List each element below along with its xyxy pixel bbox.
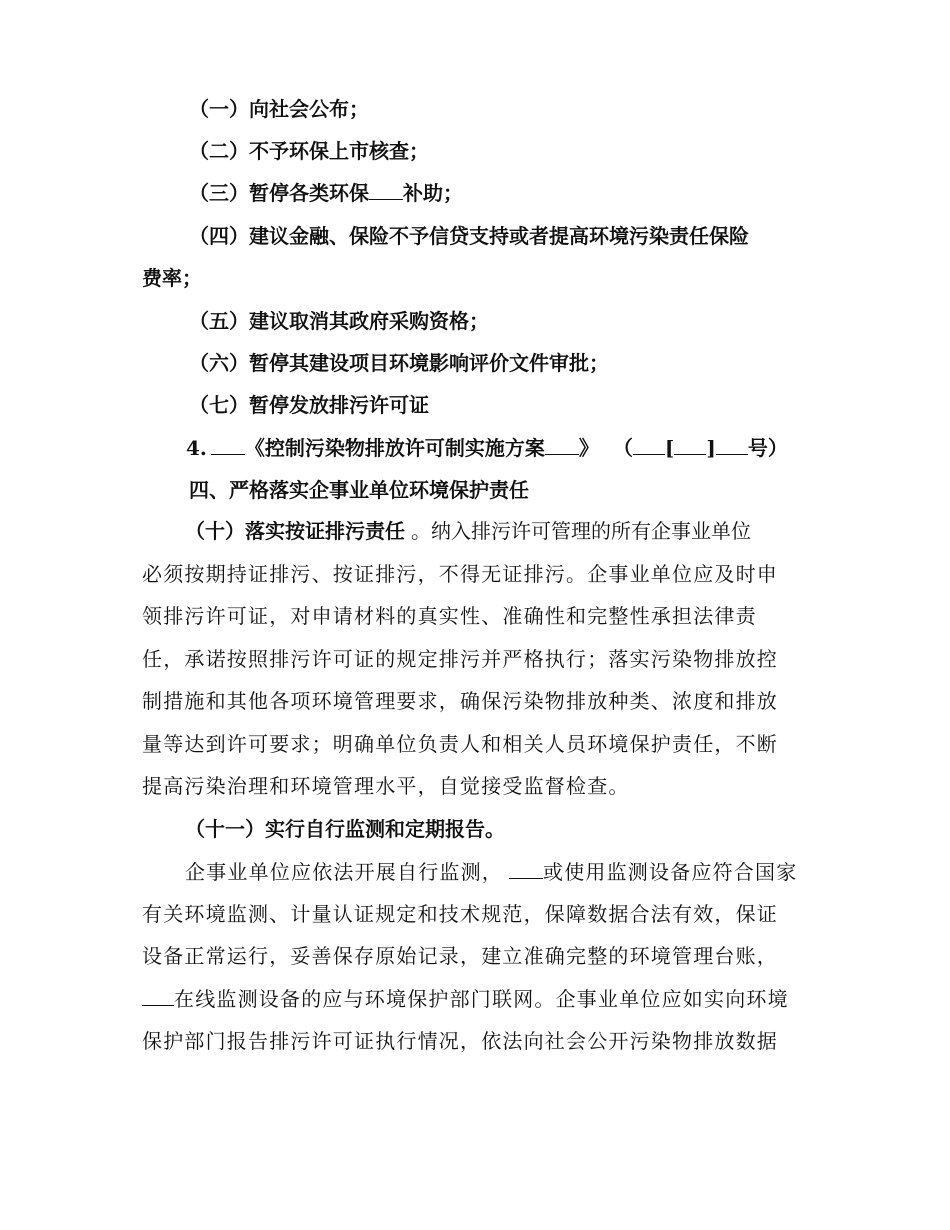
fill-blank <box>674 453 706 455</box>
item-4-title: 4. 《控制污染物排放许可制实施方案 》 （ [ ] 号） <box>186 436 788 460</box>
list-item-4: （四）建议金融、保险不予信贷支持或者提高环境污染责任保险 <box>189 224 749 248</box>
list-item-5: （五）建议取消其政府采购资格； <box>189 309 489 333</box>
section-heading: 四、严格落实企事业单位环境保护责任 <box>189 478 529 502</box>
list-item-3: （三）暂停各类环保 补助； <box>189 181 463 205</box>
para-11-line-3: 设备正常运行，妥善保存原始记录，建立准确完整的环境管理台账， <box>142 944 778 968</box>
para-10-line-4: 任，承诺按照排污许可证的规定排污并严格执行；落实污染物排放控 <box>142 647 778 671</box>
para-11-line-4: 在线监测设备的应与环境保护部门联网。企事业单位应如实向环境 <box>0 986 950 1012</box>
para-10-line-3: 领排污许可证，对申请材料的真实性、准确性和完整性承担法律责 <box>142 604 757 628</box>
para-11-line-5: 保护部门报告排污许可证执行情况，依法向社会公开污染物排放数据 <box>142 1029 778 1053</box>
fill-blank <box>142 1004 174 1006</box>
list-item-1: （一）向社会公布； <box>189 97 369 121</box>
para-11-line-2: 有关环境监测、计量认证规定和技术规范，保障数据合法有效，保证 <box>142 902 778 926</box>
fill-blank <box>716 453 748 455</box>
list-item-7: （七）暂停发放排污许可证 <box>189 393 429 417</box>
fill-blank <box>369 198 403 200</box>
list-item-6: （六）暂停其建设项目环境影响评价文件审批； <box>189 351 609 375</box>
para-10-line-6: 量等达到许可要求；明确单位负责人和相关人员环境保护责任，不断 <box>142 732 778 756</box>
para-11-line-1: 企事业单位应依法开展自行监测， 或使用监测设备应符合国家 <box>185 860 798 884</box>
fill-blank <box>509 877 543 879</box>
para-10-line-1: （十）落实按证排污责任 。纳入排污许可管理的所有企事业单位 <box>185 519 751 543</box>
para-11-heading: （十一）实行自行监测和定期报告。 <box>185 817 505 841</box>
list-item-2: （二）不予环保上市核查； <box>189 139 429 163</box>
list-item-4-cont: 费率； <box>142 266 202 290</box>
fill-blank <box>633 453 665 455</box>
para-10-line-7: 提高污染治理和环境管理水平，自觉接受监督检查。 <box>142 774 630 798</box>
para-10-line-2: 必须按期持证排污、按证排污，不得无证排污。企事业单位应及时申 <box>142 562 778 586</box>
para-10-line-5: 制措施和其他各项环境管理要求，确保污染物排放种类、浓度和排放 <box>142 689 778 713</box>
fill-blank <box>211 453 245 455</box>
fill-blank <box>545 453 579 455</box>
